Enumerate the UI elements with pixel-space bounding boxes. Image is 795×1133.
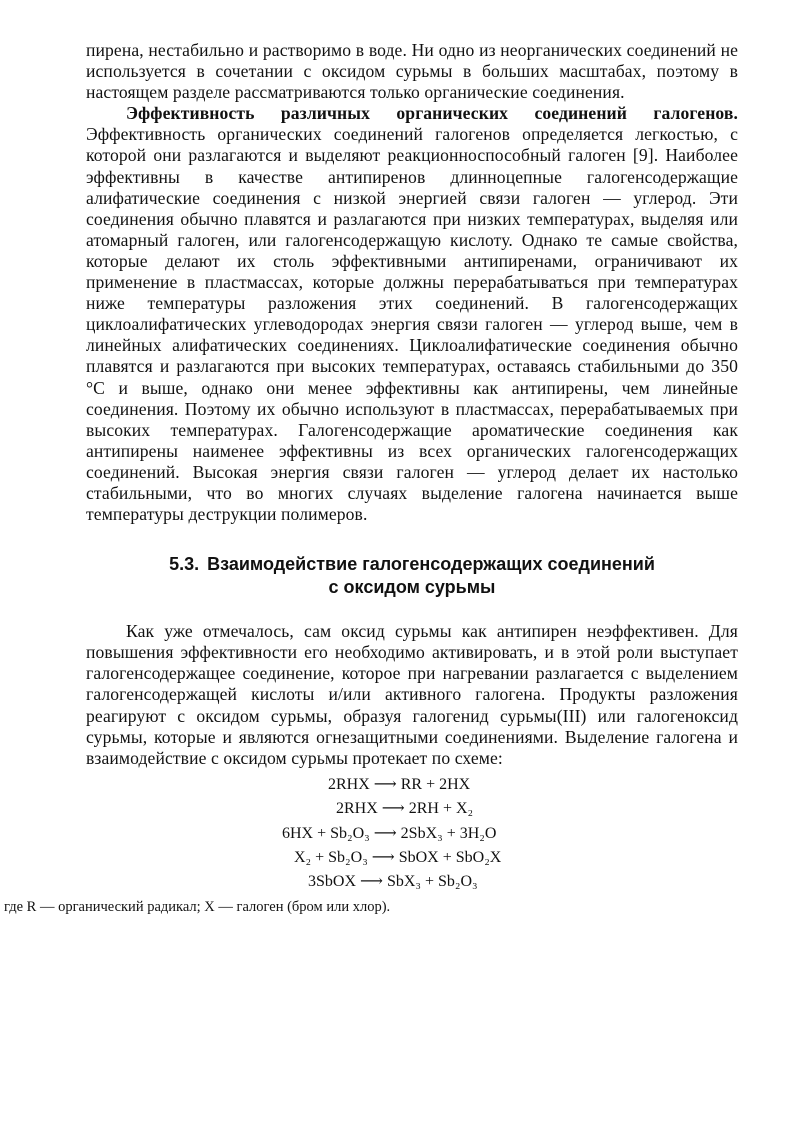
document-page: [4, 40, 738, 917]
section-title-line2: с оксидом сурьмы: [328, 577, 496, 598]
equation: 2RHX ⟶ 2RH + X₂: [336, 800, 474, 818]
section-title-line1: Взаимодействие галогенсодержащих соединений: [207, 554, 655, 575]
section-heading-line1: [86, 553, 738, 576]
equation: X₂ + Sb₂O₃ ⟶ SbOX + SbO₂X: [294, 849, 502, 867]
efficiency-paragraph: [86, 103, 738, 525]
footnote: где R — органический радикал; X — галоген (бром или хлор).: [4, 898, 391, 915]
efficiency-runin-heading: Эффективность различных органических соединений галогенов.: [126, 103, 738, 124]
equation: 6HX + Sb₂O₃ ⟶ 2SbX₃ + 3H₂O: [282, 824, 497, 842]
intro-paragraph: пирена, нестабильно и растворимо в воде. Ни одно из неорганических соединений не используется в сочетании с оксидом сурьмы в больших масштабах, поэтому в настоящем разделе рассматриваются только органические соединения.: [86, 40, 738, 103]
section-number: 5.3.: [169, 554, 200, 575]
reaction-scheme: [86, 773, 738, 895]
equation: 3SbOX ⟶ SbX₃ + Sb₂O₃: [308, 873, 478, 891]
section-heading: [86, 553, 738, 599]
efficiency-body: Эффективность органических соединений галогенов определяется легкостью, с которой они разлагаются и выделяют реакционноспособный галоген [9]. Наиболее эффективны в качестве антипиренов длинноцепные галогенсодержащие алифатические соединения с низкой энергией связи галоген — углерод. Эти соединения обычно плавятся и разлагаются при низких температурах, выделяя или атомарный галоген, или галогенсодержащую кислоту. Однако те самые свойства, которые делают их столь эффективными антипиренами, ограничивают их применение в пластмассах, которые должны перерабатываться при температурах ниже температуры разложения этих соединений. В галогенсодержащих циклоалифатических углеводородах энергия связи галоген — углерод выше, чем в линейных алифатических соединениях. Циклоалифатические соединения обычно плавятся и разлагаются при высоких температурах, оставаясь стабильными до 350 °С и выше, однако они менее эффективны как антипирены, чем линейные соединения. Поэтому их обычно используют в пластмассах, перерабатываемых при высоких температурах. Галогенсодержащие ароматические соединения как антипирены наименее эффективны из всех органических галогенсодержащих соединений. Высокая энергия связи галоген — углерод делает их настолько стабильными, что во многих случаях выделение галогена начинается выше температуры деструкции полимеров.: [86, 124, 738, 525]
equation: 2RHX ⟶ RR + 2HX: [328, 775, 471, 793]
section-paragraph: Как уже отмечалось, сам оксид сурьмы как антипирен неэффективен. Для повышения эффективности его необходимо активировать, и в этой роли выступает галогенсодержащее соединение, которое при нагревании разлагается с выделением галогенсодержащей кислоты и/или активного галогена. Продукты разложения реагируют с оксидом сурьмы, образуя галогенид сурьмы(III) или галогеноксид сурьмы, которые и являются огнезащитными соединениями. Выделение галогена и взаимодействие с оксидом сурьмы протекает по схеме:: [86, 621, 738, 768]
